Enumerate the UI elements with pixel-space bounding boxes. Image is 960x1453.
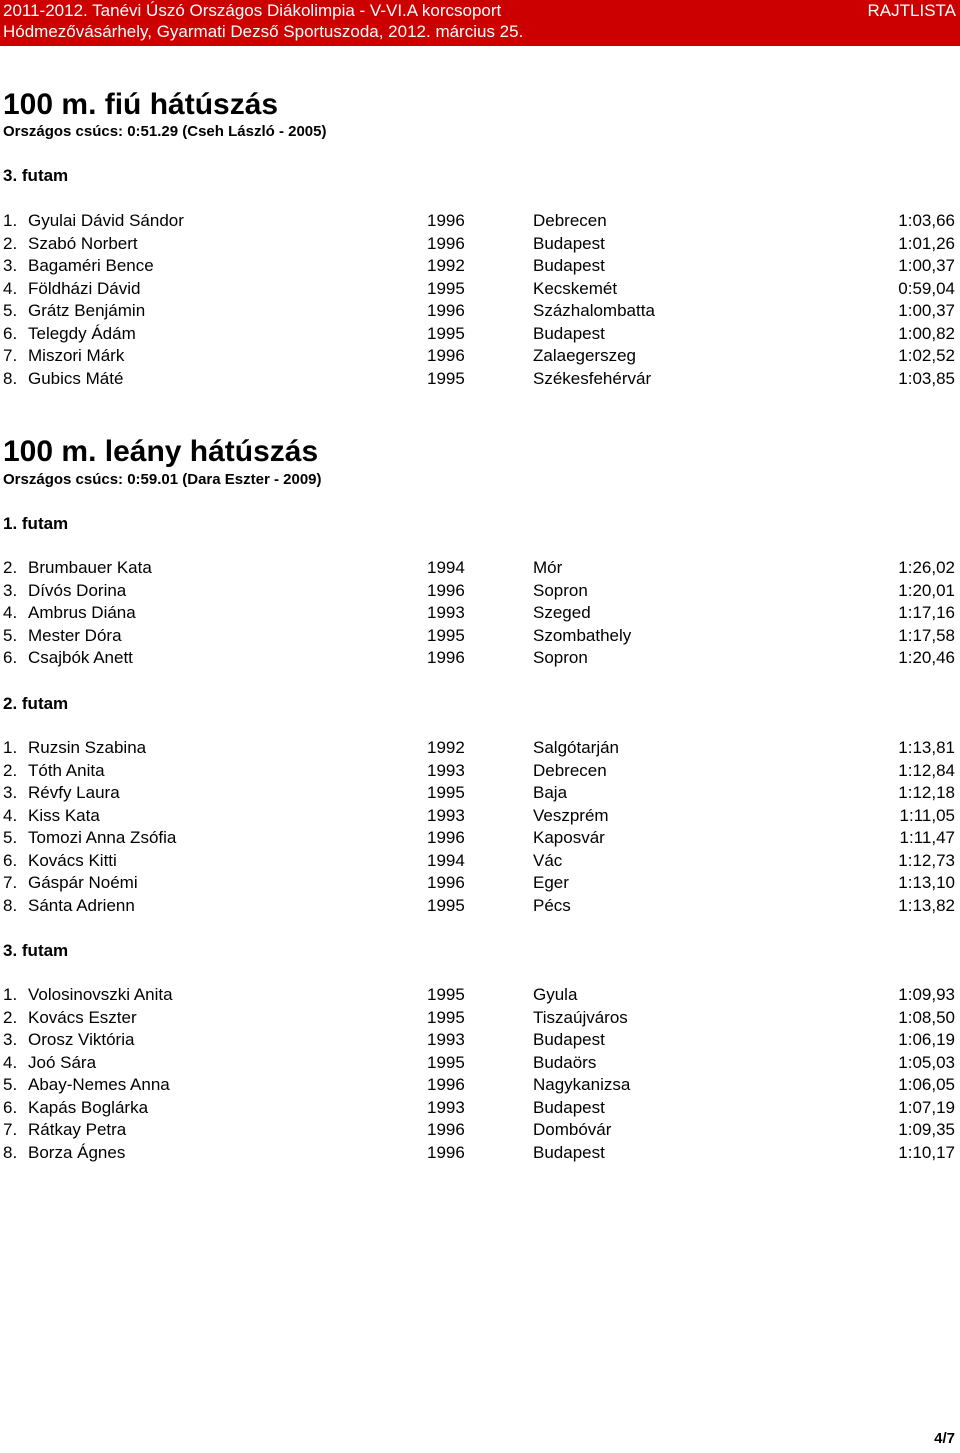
swimmer-name: Orosz Viktória — [28, 1030, 135, 1049]
birth-year: 1995 — [427, 625, 465, 645]
table-row — [0, 233, 960, 255]
birth-year: 1995 — [427, 278, 465, 298]
swimmer-name: Gubics Máté — [28, 368, 124, 388]
swimmer-name: Tomozi Anna Zsófia — [28, 828, 177, 847]
record-line: Országos csúcs: 0:59.01 (Dara Eszter - 2009) — [3, 471, 322, 488]
birth-year: 1993 — [427, 1030, 465, 1049]
rank-cell: 5. — [3, 625, 18, 645]
entry-time: 1:09,35 — [898, 1120, 955, 1139]
city-cell: Budapest — [533, 323, 605, 343]
swimmer-name: Telegdy Ádám — [28, 323, 136, 343]
swimmer-name: Szabó Norbert — [28, 233, 138, 253]
birth-year: 1996 — [427, 828, 465, 847]
birth-year: 1992 — [427, 256, 465, 275]
rank-cell: 7. — [3, 1120, 18, 1139]
rank-cell: 6. — [3, 1097, 18, 1117]
rank-cell: 4. — [3, 805, 18, 825]
swimmer-name: Bagaméri Bence — [28, 256, 154, 275]
page-number: 4/7 — [934, 1430, 955, 1447]
entry-time: 1:11,05 — [899, 805, 955, 825]
birth-year: 1993 — [427, 760, 465, 780]
entry-time: 1:11,47 — [899, 828, 955, 847]
heat-label: 3. futam — [3, 941, 69, 960]
birth-year: 1996 — [427, 346, 465, 365]
entry-time: 1:05,03 — [898, 1052, 955, 1072]
table-row — [0, 1074, 960, 1096]
table-row — [0, 1097, 960, 1119]
entry-time: 1:08,50 — [898, 1007, 955, 1027]
birth-year: 1994 — [427, 558, 465, 577]
swimmer-name: Révfy Laura — [28, 783, 120, 802]
rank-cell: 2. — [3, 233, 18, 253]
event-title: 100 m. fiú hátúszás — [3, 88, 279, 121]
city-cell: Budapest — [533, 1030, 605, 1049]
rank-cell: 4. — [3, 603, 18, 622]
rank-cell: 4. — [3, 278, 18, 298]
table-row — [0, 850, 960, 872]
swimmer-name: Dívós Dorina — [28, 580, 127, 600]
entry-time: 1:20,01 — [898, 580, 955, 600]
birth-year: 1996 — [427, 873, 465, 892]
city-cell: Gyula — [533, 985, 578, 1004]
birth-year: 1995 — [427, 323, 465, 343]
table-row — [0, 1119, 960, 1141]
birth-year: 1995 — [427, 895, 465, 915]
swimmer-name: Joó Sára — [28, 1052, 97, 1072]
swimmer-name: Tóth Anita — [28, 760, 105, 780]
rank-cell: 3. — [3, 783, 18, 802]
birth-year: 1995 — [427, 783, 465, 802]
birth-year: 1996 — [427, 648, 465, 667]
entry-time: 1:13,81 — [898, 738, 955, 757]
entry-time: 0:59,04 — [898, 278, 955, 298]
rank-cell: 6. — [3, 850, 18, 870]
table-row — [0, 827, 960, 849]
city-cell: Mór — [533, 558, 563, 577]
table-row — [0, 647, 960, 669]
table-row — [0, 602, 960, 624]
birth-year: 1996 — [427, 211, 465, 230]
city-cell: Pécs — [533, 895, 571, 915]
birth-year: 1996 — [427, 301, 465, 320]
swimmer-name: Grátz Benjámin — [28, 301, 146, 320]
rank-cell: 1. — [3, 211, 18, 230]
birth-year: 1995 — [427, 1007, 465, 1027]
city-cell: Eger — [533, 873, 569, 892]
table-row — [0, 255, 960, 277]
birth-year: 1996 — [427, 1120, 465, 1139]
entry-time: 1:06,19 — [898, 1030, 955, 1049]
city-cell: Budapest — [533, 1097, 605, 1117]
venue-date: Hódmezővásárhely, Gyarmati Dezső Sportuszoda, 2012. március 25. — [3, 22, 524, 41]
city-cell: Nagykanizsa — [533, 1075, 631, 1094]
swimmer-name: Ruzsin Szabina — [28, 738, 147, 757]
document-type: RAJTLISTA — [867, 1, 956, 20]
swimmer-name: Csajbók Anett — [28, 648, 133, 667]
swimmer-name: Földházi Dávid — [28, 278, 141, 298]
city-cell: Kaposvár — [533, 828, 605, 847]
rank-cell: 7. — [3, 346, 18, 365]
rank-cell: 5. — [3, 1075, 18, 1094]
header-bar — [0, 0, 960, 46]
birth-year: 1994 — [427, 850, 465, 870]
entry-time: 1:12,84 — [898, 760, 955, 780]
rank-cell: 5. — [3, 301, 18, 320]
swimmer-name: Borza Ágnes — [28, 1142, 126, 1162]
entry-time: 1:09,93 — [898, 985, 955, 1004]
city-cell: Salgótarján — [533, 738, 620, 757]
entry-time: 1:00,37 — [898, 301, 955, 320]
birth-year: 1996 — [427, 1142, 465, 1162]
rank-cell: 5. — [3, 828, 18, 847]
rank-cell: 6. — [3, 648, 18, 667]
entry-time: 1:12,18 — [898, 783, 955, 802]
entry-time: 1:17,58 — [898, 625, 955, 645]
rank-cell: 8. — [3, 1142, 18, 1162]
rank-cell: 1. — [3, 985, 18, 1004]
rank-cell: 8. — [3, 368, 18, 388]
swimmer-name: Mester Dóra — [28, 625, 122, 645]
rank-cell: 4. — [3, 1052, 18, 1072]
rank-cell: 8. — [3, 895, 18, 915]
rank-cell: 3. — [3, 580, 18, 600]
rank-cell: 2. — [3, 760, 18, 780]
table-row — [0, 984, 960, 1006]
swimmer-name: Kiss Kata — [28, 805, 100, 825]
table-row — [0, 580, 960, 602]
rank-cell: 2. — [3, 1007, 18, 1027]
swimmer-name: Kovács Eszter — [28, 1007, 137, 1027]
rank-cell: 7. — [3, 873, 18, 892]
city-cell: Tiszaújváros — [533, 1007, 628, 1027]
rank-cell: 6. — [3, 323, 18, 343]
birth-year: 1996 — [427, 580, 465, 600]
entry-time: 1:13,82 — [898, 895, 955, 915]
swimmer-name: Miszori Márk — [28, 346, 125, 365]
table-row — [0, 1052, 960, 1074]
city-cell: Baja — [533, 783, 568, 802]
competition-title: 2011-2012. Tanévi Úszó Országos Diákolimpia - V-VI.A korcsoport — [3, 1, 502, 20]
table-row — [0, 737, 960, 759]
record-line: Országos csúcs: 0:51.29 (Cseh László - 2005) — [3, 123, 327, 140]
table-row — [0, 805, 960, 827]
birth-year: 1995 — [427, 985, 465, 1004]
birth-year: 1996 — [427, 1075, 465, 1094]
entry-time: 1:00,37 — [898, 256, 955, 275]
table-row — [0, 895, 960, 917]
table-row — [0, 210, 960, 232]
table-row — [0, 625, 960, 647]
table-row — [0, 345, 960, 367]
entry-time: 1:17,16 — [898, 603, 955, 622]
birth-year: 1992 — [427, 738, 465, 757]
event-title: 100 m. leány hátúszás — [3, 435, 319, 468]
swimmer-name: Kapás Boglárka — [28, 1097, 149, 1117]
birth-year: 1995 — [427, 368, 465, 388]
swimmer-name: Volosinovszki Anita — [28, 985, 173, 1004]
entry-time: 1:10,17 — [898, 1142, 955, 1162]
rank-cell: 2. — [3, 558, 18, 577]
swimmer-name: Sánta Adrienn — [28, 895, 135, 915]
city-cell: Budapest — [533, 1142, 605, 1162]
rank-cell: 1. — [3, 738, 18, 757]
table-row — [0, 872, 960, 894]
heat-label: 3. futam — [3, 166, 69, 185]
city-cell: Sopron — [533, 580, 588, 600]
entry-time: 1:12,73 — [898, 850, 955, 870]
city-cell: Sopron — [533, 648, 588, 667]
entry-time: 1:03,66 — [898, 211, 955, 230]
city-cell: Veszprém — [533, 805, 609, 825]
table-row — [0, 1029, 960, 1051]
entry-time: 1:26,02 — [898, 558, 955, 577]
city-cell: Budapest — [533, 233, 605, 253]
city-cell: Debrecen — [533, 760, 607, 780]
table-row — [0, 1142, 960, 1164]
table-row — [0, 278, 960, 300]
swimmer-name: Gyulai Dávid Sándor — [28, 211, 184, 230]
heat-label: 1. futam — [3, 514, 69, 533]
table-row — [0, 782, 960, 804]
rank-cell: 3. — [3, 1030, 18, 1049]
birth-year: 1993 — [427, 805, 465, 825]
entry-time: 1:07,19 — [898, 1097, 955, 1117]
entry-time: 1:20,46 — [898, 648, 955, 667]
birth-year: 1993 — [427, 1097, 465, 1117]
rank-cell: 3. — [3, 256, 18, 275]
entry-time: 1:13,10 — [898, 873, 955, 892]
swimmer-name: Kovács Kitti — [28, 850, 117, 870]
swimmer-name: Ambrus Diána — [28, 603, 136, 622]
swimmer-name: Gáspár Noémi — [28, 873, 138, 892]
entry-time: 1:00,82 — [898, 323, 955, 343]
city-cell: Debrecen — [533, 211, 607, 230]
swimmer-name: Rátkay Petra — [28, 1120, 127, 1139]
heat-label: 2. futam — [3, 694, 69, 713]
entry-time: 1:06,05 — [898, 1075, 955, 1094]
table-row — [0, 368, 960, 390]
table-row — [0, 557, 960, 579]
table-row — [0, 760, 960, 782]
entry-time: 1:02,52 — [898, 346, 955, 365]
city-cell: Dombóvár — [533, 1120, 612, 1139]
birth-year: 1993 — [427, 603, 465, 622]
entry-time: 1:01,26 — [898, 233, 955, 253]
city-cell: Zalaegerszeg — [533, 346, 637, 365]
table-row — [0, 300, 960, 322]
city-cell: Százhalombatta — [533, 301, 655, 320]
entry-time: 1:03,85 — [898, 368, 955, 388]
birth-year: 1996 — [427, 233, 465, 253]
swimmer-name: Brumbauer Kata — [28, 558, 152, 577]
birth-year: 1995 — [427, 1052, 465, 1072]
city-cell: Budapest — [533, 256, 605, 275]
city-cell: Székesfehérvár — [533, 368, 652, 388]
city-cell: Kecskemét — [533, 278, 618, 298]
city-cell: Vác — [533, 850, 563, 870]
table-row — [0, 1007, 960, 1029]
city-cell: Szeged — [533, 603, 591, 622]
city-cell: Szombathely — [533, 625, 632, 645]
swimmer-name: Abay-Nemes Anna — [28, 1075, 170, 1094]
city-cell: Budaörs — [533, 1052, 597, 1072]
table-row — [0, 323, 960, 345]
